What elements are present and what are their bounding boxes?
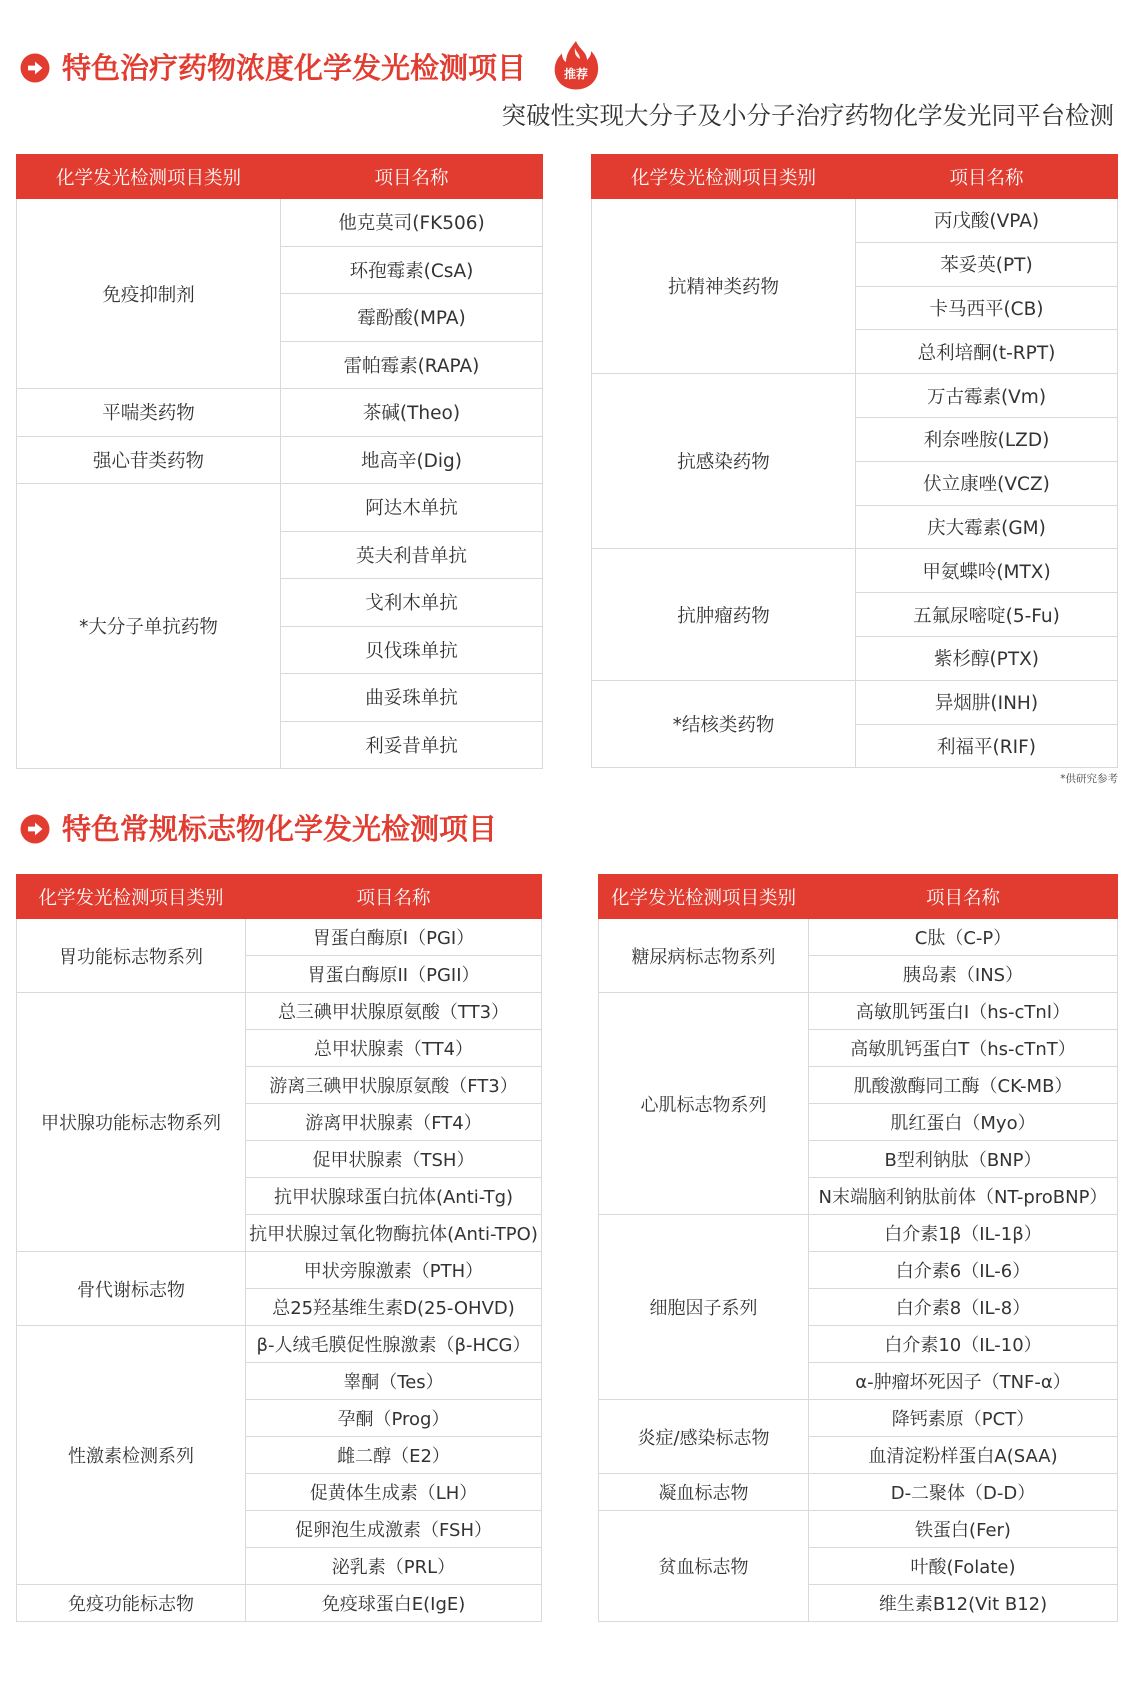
table-row (17, 993, 542, 1030)
item-label: 地高辛(Dig) (360, 450, 463, 472)
table-row (17, 199, 543, 247)
item-label: 胃蛋白酶原I（PGI） (312, 928, 475, 949)
table-row (17, 484, 543, 532)
table-header-row (599, 875, 1118, 919)
item-cell (246, 1585, 542, 1622)
item-label: 胰岛素（INS） (902, 965, 1024, 986)
item-cell (281, 531, 543, 579)
item-cell (809, 1141, 1118, 1178)
table (591, 154, 1118, 768)
category-label: 性激素检测系列 (68, 1446, 194, 1467)
item-label: 高敏肌钙蛋白T（hs-cTnT） (850, 1039, 1076, 1060)
item-label: 庆大霉素(GM) (927, 517, 1046, 539)
section-title-markers: 特色常规标志物化学发光检测项目 (62, 812, 498, 846)
item-cell (809, 1326, 1118, 1363)
item-label: 降钙素原（PCT） (891, 1409, 1035, 1430)
item-cell (856, 286, 1118, 330)
category-label: 抗肿瘤药物 (677, 605, 770, 627)
item-label: 白介素6（IL-6） (895, 1261, 1031, 1282)
header-category: 化学发光检测项目类别 (592, 155, 856, 199)
item-cell (246, 1363, 542, 1400)
item-cell (809, 1511, 1118, 1548)
item-label: 利奈唑胺(LZD) (923, 430, 1050, 452)
item-label: 叶酸(Folate) (910, 1557, 1016, 1578)
item-cell (809, 1400, 1118, 1437)
category-label: 炎症/感染标志物 (637, 1427, 770, 1449)
item-label: 孕酮（Prog） (337, 1409, 450, 1430)
item-label: 总利培酮(t-RPT) (917, 342, 1056, 364)
item-label: 万古霉素(Vm) (926, 386, 1047, 408)
item-cell (809, 1289, 1118, 1326)
category-label: 胃功能标志物系列 (59, 946, 203, 968)
item-cell (809, 1067, 1118, 1104)
table-row (592, 199, 1118, 243)
category-label: 糖尿病标志物系列 (631, 946, 776, 968)
item-cell (246, 1326, 542, 1363)
item-cell (246, 1141, 542, 1178)
table-row (599, 1215, 1118, 1252)
item-label: N末端脑利钠肽前体（NT-proBNP） (818, 1187, 1108, 1208)
item-label: B型利钠肽（BNP） (884, 1150, 1042, 1171)
item-label: 肌红蛋白（Myo） (890, 1113, 1036, 1134)
item-label: 阿达木单抗 (365, 498, 458, 520)
item-label: 抗甲状腺球蛋白抗体(Anti-Tg) (273, 1187, 514, 1208)
category-label: 抗感染药物 (677, 452, 770, 474)
category-cell (599, 993, 809, 1215)
item-label: 异烟肼(INH) (934, 693, 1039, 715)
category-cell (17, 993, 246, 1252)
category-cell (17, 389, 281, 437)
item-label: 胃蛋白酶原II（PGII） (307, 965, 480, 986)
category-label: 细胞因子系列 (649, 1298, 758, 1319)
header-item-name: 项目名称 (856, 155, 1118, 199)
section-subtitle: 突破性实现大分子及小分子治疗药物化学发光同平台检测 (501, 101, 1114, 130)
category-label: 贫血标志物 (658, 1557, 749, 1578)
item-cell (281, 626, 543, 674)
item-label: 环孢霉素(CsA) (349, 260, 474, 282)
item-label: 霉酚酸(MPA) (357, 308, 466, 330)
item-label: 总三碘甲状腺原氨酸（TT3） (277, 1002, 510, 1023)
item-label: 卡马西平(CB) (929, 298, 1044, 320)
table-row (17, 1252, 542, 1289)
item-label: 英夫利昔单抗 (355, 545, 467, 567)
footnote: *供研究参考 (1060, 773, 1118, 785)
category-cell (599, 1474, 809, 1511)
item-label: 总甲状腺素（TT4） (313, 1039, 474, 1060)
category-cell (17, 436, 281, 484)
category-cell (17, 919, 246, 993)
item-cell (246, 956, 542, 993)
item-label: 睾酮（Tes） (343, 1372, 444, 1393)
item-label: 利福平(RIF) (937, 736, 1036, 758)
item-label: 伏立康唑(VCZ) (923, 474, 1050, 496)
badge-label: 推荐 (563, 67, 588, 81)
item-cell (246, 1511, 542, 1548)
item-cell (856, 417, 1118, 461)
category-label: 平喘类药物 (102, 403, 195, 425)
item-cell (809, 1363, 1118, 1400)
item-cell (246, 1548, 542, 1585)
category-cell (599, 919, 809, 993)
item-label: 甲氨蝶呤(MTX) (922, 561, 1051, 583)
item-label: 白介素8（IL-8） (895, 1298, 1031, 1319)
item-label: 他克莫司(FK506) (338, 213, 485, 235)
item-cell (281, 484, 543, 532)
item-cell (246, 919, 542, 956)
table-row (599, 1474, 1118, 1511)
item-cell (246, 993, 542, 1030)
category-label: *大分子单抗药物 (79, 617, 218, 638)
item-cell (281, 246, 543, 294)
header-category: 化学发光检测项目类别 (599, 875, 809, 919)
category-cell (592, 549, 856, 680)
category-label: 免疫功能标志物 (68, 1594, 194, 1615)
item-cell (809, 1030, 1118, 1067)
item-label: 白介素10（IL-10） (884, 1335, 1042, 1356)
table-row (17, 389, 543, 437)
table-row (592, 680, 1118, 724)
item-cell (246, 1030, 542, 1067)
category-label: 凝血标志物 (658, 1483, 749, 1504)
header-category: 化学发光检测项目类别 (17, 875, 246, 919)
flame-icon (553, 40, 599, 90)
item-cell (856, 374, 1118, 418)
item-cell (856, 461, 1118, 505)
header-item-name: 项目名称 (281, 155, 543, 199)
header-item-name: 项目名称 (809, 875, 1118, 919)
item-label: 雷帕霉素(RAPA) (343, 355, 480, 377)
item-label: 戈利木单抗 (365, 593, 458, 615)
category-cell (17, 484, 281, 769)
recommend-badge (553, 40, 599, 90)
header-item-name: 项目名称 (246, 875, 542, 919)
item-label: 贝伐珠单抗 (365, 640, 458, 662)
table-row (17, 919, 542, 956)
category-cell (17, 1326, 246, 1585)
table (598, 874, 1118, 1622)
table-row (599, 919, 1118, 956)
item-cell (856, 199, 1118, 243)
item-cell (856, 680, 1118, 724)
item-cell (809, 1585, 1118, 1622)
item-cell (281, 294, 543, 342)
category-cell (592, 680, 856, 768)
item-cell (246, 1067, 542, 1104)
item-cell (281, 721, 543, 769)
item-label: D-二聚体（D-D） (890, 1483, 1036, 1504)
header-category: 化学发光检测项目类别 (17, 155, 281, 199)
item-label: 白介素1β（IL-1β） (884, 1224, 1042, 1245)
table-row (17, 436, 543, 484)
item-cell (809, 1548, 1118, 1585)
item-label: 甲状旁腺激素（PTH） (303, 1261, 484, 1282)
section-title-drug-monitoring: 特色治疗药物浓度化学发光检测项目 (62, 51, 527, 85)
item-label: 游离三碘甲状腺原氨酸（FT3） (269, 1076, 518, 1097)
item-label: 泌乳素（PRL） (331, 1557, 456, 1578)
item-cell (246, 1104, 542, 1141)
item-label: 肌酸激酶同工酶（CK-MB） (853, 1076, 1073, 1097)
table-row (17, 1326, 542, 1363)
category-cell (599, 1400, 809, 1474)
item-cell (246, 1215, 542, 1252)
category-cell (599, 1215, 809, 1400)
category-label: 心肌标志物系列 (640, 1094, 767, 1116)
table-row (599, 1511, 1118, 1548)
item-label: α-肿瘤坏死因子（TNF-α） (855, 1372, 1071, 1393)
item-cell (246, 1289, 542, 1326)
table-row (17, 1585, 542, 1622)
category-cell (599, 1511, 809, 1622)
item-label: 紫杉醇(PTX) (933, 649, 1040, 671)
item-cell (809, 1104, 1118, 1141)
category-cell (592, 199, 856, 374)
category-label: 甲状腺功能标志物系列 (41, 1113, 221, 1134)
category-label: 抗精神类药物 (667, 277, 779, 299)
item-cell (281, 199, 543, 247)
item-cell (809, 993, 1118, 1030)
item-label: 免疫球蛋白E(IgE) (321, 1594, 466, 1615)
item-label: β-人绒毛膜促性腺激素（β-HCG） (256, 1335, 531, 1356)
category-cell (592, 374, 856, 549)
table-header-row (592, 155, 1118, 199)
item-label: 游离甲状腺素（FT4） (305, 1113, 482, 1134)
item-cell (281, 579, 543, 627)
category-label: 强心苷类药物 (92, 450, 204, 472)
item-cell (281, 436, 543, 484)
item-cell (809, 1178, 1118, 1215)
category-label: 免疫抑制剂 (102, 284, 195, 306)
item-cell (809, 919, 1118, 956)
item-cell (281, 674, 543, 722)
item-label: 促甲状腺素（TSH） (312, 1150, 475, 1171)
item-cell (856, 549, 1118, 593)
item-label: 血清淀粉样蛋白A(SAA) (868, 1446, 1058, 1467)
item-cell (856, 593, 1118, 637)
table (16, 874, 542, 1622)
arrow-circle-icon (20, 814, 50, 844)
item-label: 维生素B12(Vit B12) (878, 1594, 1048, 1615)
item-cell (856, 242, 1118, 286)
item-label: 苯妥英(PT) (940, 255, 1033, 277)
table-row (599, 1400, 1118, 1437)
item-cell (246, 1437, 542, 1474)
table-row (592, 374, 1118, 418)
item-label: 高敏肌钙蛋白I（hs-cTnI） (855, 1002, 1071, 1023)
item-label: 五氟尿嘧啶(5-Fu) (913, 605, 1060, 627)
item-cell (856, 724, 1118, 768)
item-label: 雌二醇（E2） (337, 1446, 450, 1467)
category-label: 骨代谢标志物 (77, 1279, 185, 1301)
drug-table-left (16, 154, 543, 769)
item-cell (809, 1252, 1118, 1289)
table (16, 154, 543, 769)
marker-table-left (16, 874, 542, 1622)
category-label: *结核类药物 (672, 715, 775, 737)
item-label: 抗甲状腺过氧化物酶抗体(Anti-TPO) (249, 1224, 538, 1245)
item-cell (246, 1474, 542, 1511)
drug-table-right (591, 154, 1118, 768)
item-cell (246, 1400, 542, 1437)
item-label: 促黄体生成素（LH） (309, 1483, 478, 1504)
item-cell (856, 330, 1118, 374)
item-label: 铁蛋白(Fer) (915, 1520, 1011, 1541)
item-cell (281, 341, 543, 389)
item-label: 丙戊酸(VPA) (933, 211, 1040, 233)
item-label: 茶碱(Theo) (362, 403, 461, 425)
item-cell (246, 1178, 542, 1215)
category-cell (17, 1252, 246, 1326)
item-cell (809, 1437, 1118, 1474)
item-label: 曲妥珠单抗 (365, 688, 458, 710)
item-cell (809, 956, 1118, 993)
item-cell (281, 389, 543, 437)
table-row (592, 549, 1118, 593)
item-cell (856, 636, 1118, 680)
category-cell (17, 1585, 246, 1622)
item-label: 促卵泡生成激素（FSH） (295, 1520, 492, 1541)
table-header-row (17, 155, 543, 199)
item-cell (246, 1252, 542, 1289)
category-cell (17, 199, 281, 389)
marker-table-right (598, 874, 1118, 1622)
item-cell (856, 505, 1118, 549)
item-label: C肽（C-P） (914, 928, 1012, 949)
item-cell (809, 1215, 1118, 1252)
item-label: 总25羟基维生素D(25-OHVD) (272, 1298, 515, 1319)
table-row (599, 993, 1118, 1030)
item-label: 利妥昔单抗 (365, 735, 458, 757)
item-cell (809, 1474, 1118, 1511)
table-header-row (17, 875, 542, 919)
arrow-circle-icon (20, 53, 50, 83)
